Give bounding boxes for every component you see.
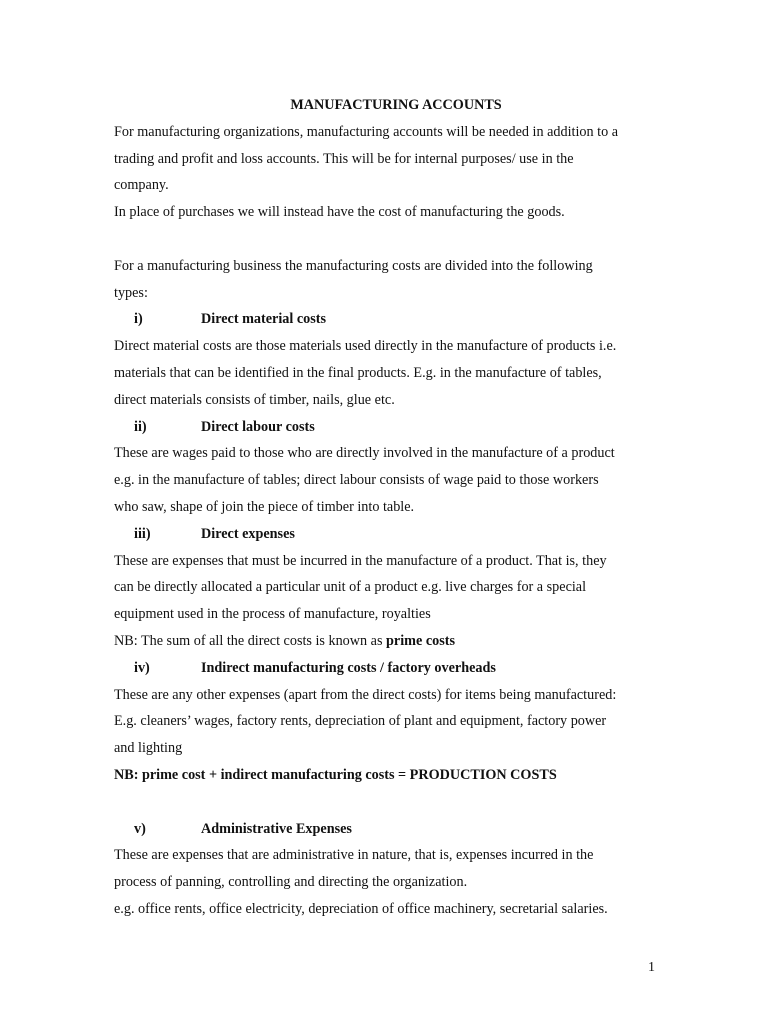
section-line: process of panning, controlling and directing the organization.: [114, 874, 468, 891]
section-line: E.g. cleaners’ wages, factory rents, depreciation of plant and equipment, factory power: [114, 713, 607, 730]
section-title: Indirect manufacturing costs / factory overheads: [201, 659, 496, 676]
section-line: direct materials consists of timber, nails, glue etc.: [114, 391, 395, 408]
section-number: iii): [134, 525, 151, 542]
section-heading-direct-material: [114, 306, 674, 333]
intro-line: For manufacturing organizations, manufacturing accounts will be needed in addition to a: [114, 123, 619, 140]
intro-line: company.: [114, 177, 169, 194]
section-heading-direct-labour: [114, 414, 674, 441]
section-line: equipment used in the process of manufacture, royalties: [114, 606, 431, 623]
section-title: Direct labour costs: [201, 418, 315, 435]
section-line: These are expenses that are administrative in nature, that is, expenses incurred in the: [114, 847, 594, 864]
section-line: materials that can be identified in the final products. E.g. in the manufacture of tables,: [114, 364, 602, 381]
section-line: Direct material costs are those materials used directly in the manufacture of products i.e.: [114, 338, 617, 355]
prime-cost-note: [114, 628, 674, 655]
types-intro-line: For a manufacturing business the manufacturing costs are divided into the following: [114, 257, 593, 274]
section-number: v): [134, 820, 146, 837]
production-costs-note: NB: prime cost + indirect manufacturing costs = PRODUCTION COSTS: [114, 766, 557, 783]
section-line: e.g. in the manufacture of tables; direct labour consists of wage paid to those workers: [114, 472, 599, 489]
section-line: e.g. office rents, office electricity, depreciation of office machinery, secretarial salaries.: [114, 900, 608, 917]
section-heading-direct-expenses: [114, 521, 674, 548]
intro-line: In place of purchases we will instead have the cost of manufacturing the goods.: [114, 204, 565, 221]
section-line: can be directly allocated a particular unit of a product e.g. live charges for a special: [114, 579, 587, 596]
note-text: NB: The sum of all the direct costs is known as: [114, 632, 387, 649]
section-line: These are any other expenses (apart from the direct costs) for items being manufactured:: [114, 686, 617, 703]
section-number: i): [134, 311, 143, 328]
paragraph-spacer: [114, 226, 674, 253]
section-heading-administrative: [114, 816, 674, 843]
paragraph-spacer: [114, 789, 674, 816]
section-line: and lighting: [114, 740, 183, 757]
note-bold-term: prime costs: [386, 632, 455, 649]
section-title: Direct material costs: [201, 311, 327, 328]
page-number: 1: [648, 960, 655, 975]
section-number: ii): [134, 418, 147, 435]
document-title: MANUFACTURING ACCOUNTS: [290, 97, 502, 113]
section-heading-indirect-costs: [114, 655, 674, 682]
section-line: These are wages paid to those who are directly involved in the manufacture of a product: [114, 445, 615, 462]
section-line: who saw, shape of join the piece of timber into table.: [114, 498, 415, 515]
types-intro-line: types:: [114, 284, 148, 301]
section-title: Direct expenses: [201, 525, 295, 542]
section-number: iv): [134, 659, 150, 676]
intro-line: trading and profit and loss accounts. This will be for internal purposes/ use in the: [114, 150, 574, 167]
section-line: These are expenses that must be incurred in the manufacture of a product. That is, they: [114, 552, 607, 569]
section-title: Administrative Expenses: [201, 820, 352, 837]
document-body: [114, 92, 674, 923]
